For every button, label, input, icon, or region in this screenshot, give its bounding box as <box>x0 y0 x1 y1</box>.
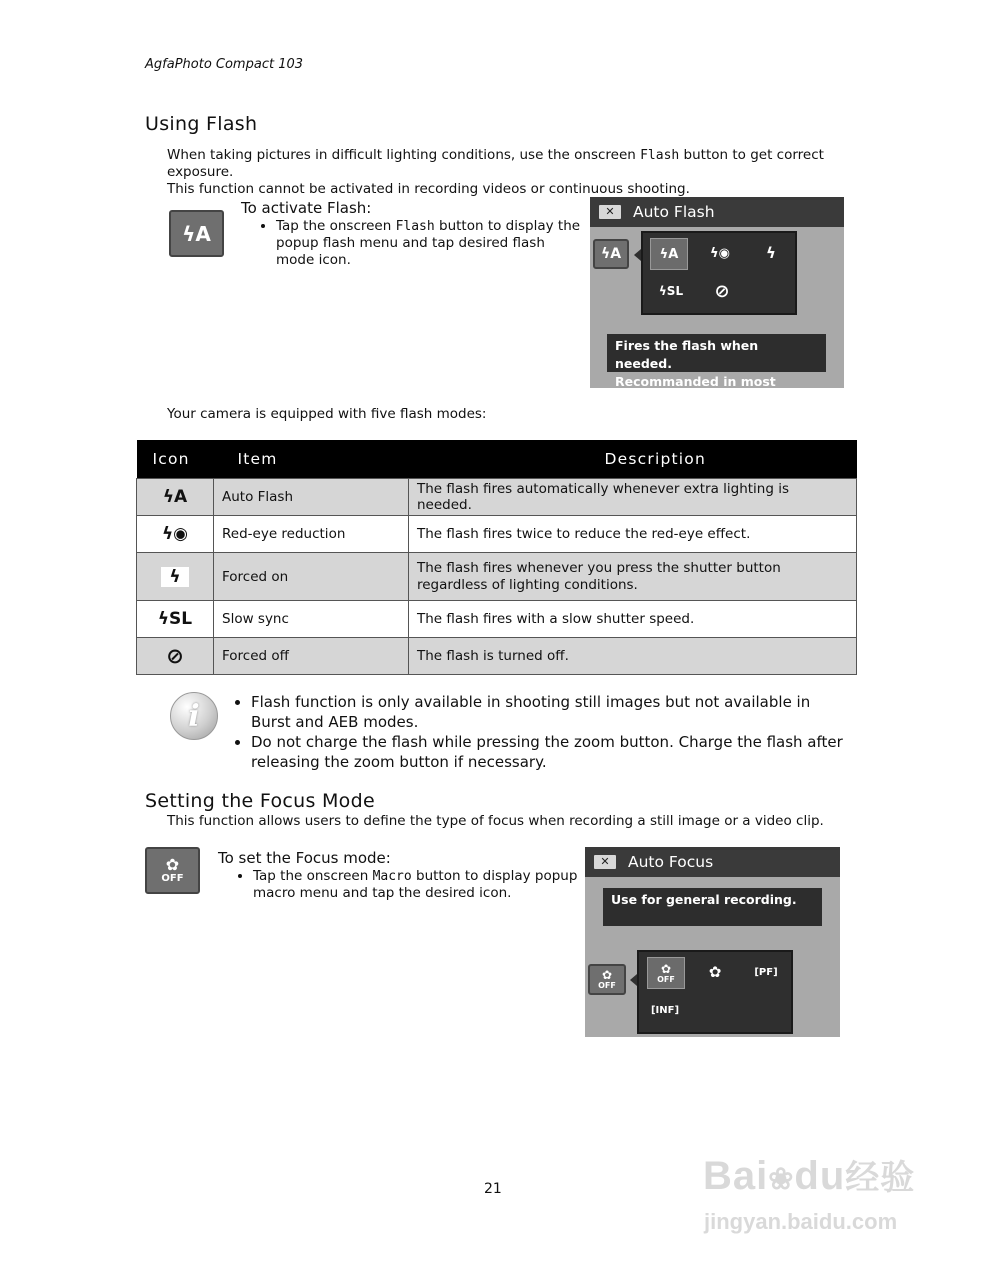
popup-macro-icon[interactable]: ✿ <box>708 963 722 981</box>
row-description: The flash fires with a slow shutter speed. <box>409 601 857 638</box>
table-header-row <box>137 440 857 479</box>
table-row <box>137 516 857 553</box>
header-item: Item <box>214 440 409 479</box>
row-description: The flash fires whenever you press the shutter button regardless of lighting conditions. <box>409 553 857 601</box>
header-icon: Icon <box>137 440 214 479</box>
flash-auto-icon: ϟA <box>137 479 214 516</box>
close-icon[interactable]: ✕ <box>594 855 616 869</box>
focus-mode-popup <box>637 950 793 1034</box>
row-item: Forced off <box>214 638 409 675</box>
note-item: • Do not charge the flash while pressing the zoom button. Charge the flash after releasing the zoom button if necessary. <box>251 732 851 772</box>
focus-intro: This function allows users to define the type of focus when recording a still image or a video clip. <box>167 813 824 829</box>
info-icon: i <box>170 692 218 740</box>
row-item: Auto Flash <box>214 479 409 516</box>
flash-off-icon: ⊘ <box>137 638 214 675</box>
popup-flash-off-icon[interactable]: ⊘ <box>714 280 730 302</box>
row-item: Forced on <box>214 553 409 601</box>
auto-flash-screenshot <box>590 197 844 407</box>
set-focus-instructions <box>218 849 578 902</box>
table-row <box>137 601 857 638</box>
document-header: AgfaPhoto Compact 103 <box>145 57 304 72</box>
section-title-flash: Using Flash <box>145 113 258 135</box>
popup-pan-focus-icon[interactable]: [PF] <box>754 966 778 978</box>
watermark-logo: Bai❀du经验 <box>703 1154 916 1198</box>
flash-tip-box: Fires the flash when needed. Recommanded in most situations. <box>607 334 826 372</box>
popup-flash-redeye-icon[interactable]: ϟ◉ <box>710 245 730 261</box>
activate-flash-step: • Tap the onscreen Flash button to display the popup flash menu and tap desired flash mode icon. <box>276 218 581 269</box>
flash-intro: When taking pictures in difficult lighting conditions, use the onscreen Flash button to get correct exposure. This function cannot be activated in recording videos or continuous shooting. <box>167 147 824 197</box>
auto-flash-title: Auto Flash <box>633 203 715 221</box>
auto-focus-title: Auto Focus <box>628 853 714 871</box>
macro-off-icon: ✿ OFF <box>145 847 200 894</box>
row-item: Red-eye reduction <box>214 516 409 553</box>
activate-flash-title: To activate Flash: <box>241 199 372 217</box>
macro-mode-button[interactable]: ✿ OFF <box>588 964 626 995</box>
popup-flash-auto-icon[interactable]: ϟA <box>650 238 688 270</box>
set-focus-title: To set the Focus mode: <box>218 849 391 867</box>
flash-mode-popup <box>641 231 797 315</box>
popup-pointer <box>634 249 641 261</box>
header-description: Description <box>409 440 857 479</box>
flash-auto-icon: ϟA <box>169 210 224 257</box>
auto-focus-screenshot <box>585 847 840 1037</box>
popup-flash-on-icon[interactable]: ϟ <box>766 244 776 262</box>
table-row <box>137 479 857 516</box>
note-item: • Flash function is only available in shooting still images but not available in Burst and AEB modes. <box>251 692 851 732</box>
row-description: The flash fires automatically whenever extra lighting is needed. <box>409 479 857 516</box>
flash-on-icon: ϟ <box>137 553 214 601</box>
row-description: The flash is turned off. <box>409 638 857 675</box>
popup-macro-off-icon[interactable]: ✿ OFF <box>647 957 685 989</box>
notes <box>231 692 851 772</box>
row-item: Slow sync <box>214 601 409 638</box>
activate-flash-instructions <box>241 199 581 269</box>
flash-slow-sync-icon: ϟSL <box>137 601 214 638</box>
auto-flash-titlebar <box>590 197 844 227</box>
popup-flash-slow-icon[interactable]: ϟSL <box>658 284 684 298</box>
flash-button-ref: Flash <box>640 148 680 163</box>
focus-tip-box: Use for general recording. <box>603 888 822 926</box>
popup-pointer <box>630 974 637 986</box>
watermark-url: jingyan.baidu.com <box>704 1209 898 1234</box>
row-description: The flash fires twice to reduce the red-eye effect. <box>409 516 857 553</box>
paw-icon: ❀ <box>768 1163 795 1196</box>
auto-focus-titlebar <box>585 847 840 877</box>
table-row <box>137 638 857 675</box>
flash-modes-table <box>136 440 857 675</box>
modes-intro: Your camera is equipped with five flash modes: <box>167 406 487 422</box>
flash-mode-button[interactable]: ϟA <box>593 239 629 269</box>
set-focus-step: • Tap the onscreen Macro button to display popup macro menu and tap the desired icon. <box>253 868 578 902</box>
flash-redeye-icon: ϟ◉ <box>137 516 214 553</box>
close-icon[interactable]: ✕ <box>599 205 621 219</box>
popup-infinity-focus-icon[interactable]: [INF] <box>650 1004 680 1016</box>
table-row <box>137 553 857 601</box>
page-number: 21 <box>484 1181 502 1197</box>
section-title-focus: Setting the Focus Mode <box>145 790 375 812</box>
